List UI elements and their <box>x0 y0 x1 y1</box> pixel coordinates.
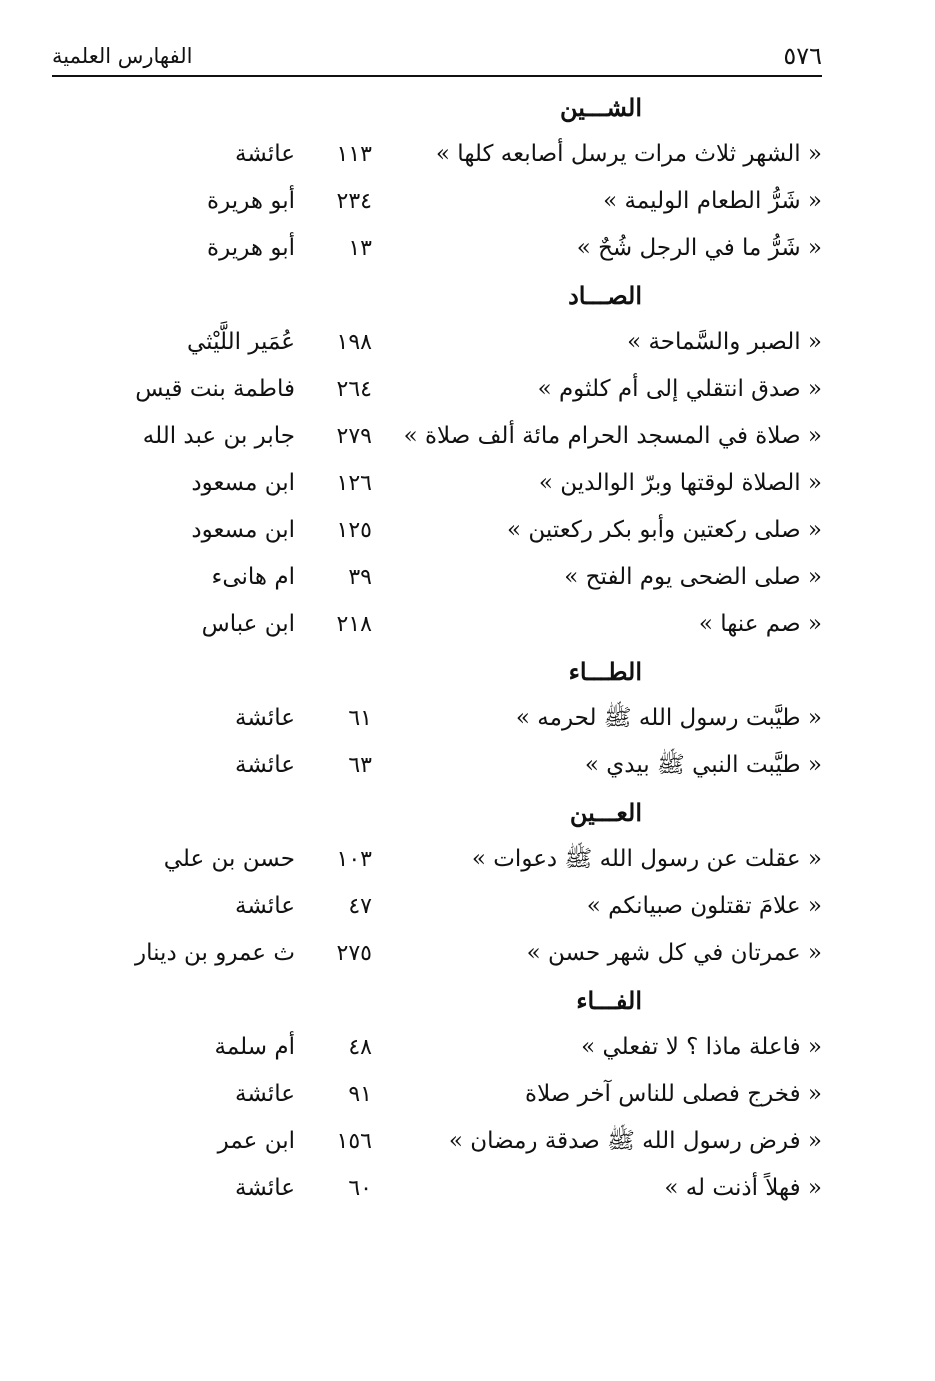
index-entry <box>52 460 822 507</box>
page-ref: ٦٣ <box>348 753 372 778</box>
section-heading-sad: الصـــاد <box>568 281 642 310</box>
hadith-text: « فهلاً أذنت له » <box>664 1175 822 1201</box>
narrator: عائشة <box>235 141 295 167</box>
hadith-text: « صم عنها » <box>698 611 822 637</box>
section-heading-fa: الفـــاء <box>576 986 642 1015</box>
index-entry <box>52 1071 822 1118</box>
index-entry <box>52 883 822 930</box>
index-entry <box>52 601 822 648</box>
index-entry <box>52 695 822 742</box>
hadith-text: « طيَّبت رسول الله ﷺ لحرمه » <box>515 705 822 731</box>
page-ref: ٩١ <box>348 1082 372 1107</box>
page-ref: ٦١ <box>348 706 372 731</box>
hadith-text: « فاعلة ماذا ؟ لا تفعلي » <box>581 1034 822 1060</box>
hadith-text: « عمرتان في كل شهر حسن » <box>526 940 822 966</box>
index-entry <box>52 319 822 366</box>
index-entry <box>52 178 822 225</box>
narrator: جابر بن عبد الله <box>142 423 295 449</box>
hadith-text: « فرض رسول الله ﷺ صدقة رمضان » <box>448 1128 822 1154</box>
narrator: ابن عباس <box>201 611 295 637</box>
narrator: ام هانىء <box>211 564 295 590</box>
index-entry <box>52 225 822 272</box>
narrator: ابن مسعود <box>191 470 295 496</box>
index-entry <box>52 930 822 977</box>
narrator: عُمَير اللَّيْثي <box>186 329 295 355</box>
page-ref: ٢٦٤ <box>336 377 372 402</box>
hadith-text: « علامَ تقتلون صبيانكم » <box>586 893 822 919</box>
narrator: عائشة <box>235 1081 295 1107</box>
page-ref: ١٥٦ <box>336 1129 372 1154</box>
index-entry <box>52 1118 822 1165</box>
index-entry <box>52 413 822 460</box>
page-header <box>52 38 822 76</box>
narrator: أبو هريرة <box>207 188 295 214</box>
narrator: أم سلمة <box>214 1034 295 1060</box>
section-heading-ta: الطـــاء <box>568 657 642 686</box>
hadith-index <box>52 84 822 1212</box>
narrator: حسن بن علي <box>163 846 295 872</box>
running-title: الفهارس العلمية <box>52 44 193 68</box>
hadith-text: « صدق انتقلي إلى أم كلثوم » <box>537 376 822 402</box>
page-ref: ١٩٨ <box>336 330 372 355</box>
narrator: ث عمرو بن دينار <box>134 940 295 966</box>
page-ref: ١٠٣ <box>336 847 372 872</box>
index-entry <box>52 554 822 601</box>
narrator: أبو هريرة <box>207 235 295 261</box>
narrator: ابن مسعود <box>191 517 295 543</box>
section-heading-shin: الشـــين <box>560 93 642 122</box>
index-entry <box>52 366 822 413</box>
page-ref: ٢٣٤ <box>336 189 372 214</box>
index-entry <box>52 507 822 554</box>
index-entry <box>52 836 822 883</box>
hadith-text: « فخرج فصلى للناس آخر صلاة <box>525 1081 822 1107</box>
narrator: عائشة <box>235 893 295 919</box>
index-entry <box>52 742 822 789</box>
page-ref: ٤٨ <box>348 1035 372 1060</box>
page-ref: ٦٠ <box>348 1176 372 1201</box>
hadith-text: « طيَّبت النبي ﷺ بيدي » <box>584 752 822 778</box>
hadith-text: « الشهر ثلاث مرات يرسل أصابعه كلها » <box>435 141 822 167</box>
index-entry <box>52 131 822 178</box>
narrator: ابن عمر <box>217 1128 295 1154</box>
page-ref: ٣٩ <box>348 565 372 590</box>
page-ref: ١١٣ <box>336 142 372 167</box>
hadith-text: « صلى الضحى يوم الفتح » <box>564 564 822 590</box>
hadith-text: « عقلت عن رسول الله ﷺ دعوات » <box>471 846 822 872</box>
page-ref: ١٢٥ <box>336 518 372 543</box>
page-ref: ١٣ <box>348 236 372 261</box>
narrator: عائشة <box>235 705 295 731</box>
narrator: فاطمة بنت قيس <box>135 376 295 402</box>
hadith-text: « الصبر والسَّماحة » <box>627 329 822 355</box>
hadith-text: « شَرُّ الطعام الوليمة » <box>603 188 822 214</box>
page-ref: ٢٧٥ <box>336 941 372 966</box>
hadith-text: « صلى ركعتين وأبو بكر ركعتين » <box>507 517 822 543</box>
page-ref: ١٢٦ <box>336 471 372 496</box>
header-rule <box>52 75 822 77</box>
narrator: عائشة <box>235 752 295 778</box>
page-ref: ٢١٨ <box>336 612 372 637</box>
hadith-text: « شَرُّ ما في الرجل شُحٌ » <box>576 235 822 261</box>
index-entry <box>52 1165 822 1212</box>
page-ref: ٤٧ <box>348 894 372 919</box>
hadith-text: « الصلاة لوقتها وبرّ الوالدين » <box>538 470 822 496</box>
index-entry <box>52 1024 822 1071</box>
section-heading-ayn: العـــين <box>569 798 642 827</box>
hadith-text: « صلاة في المسجد الحرام مائة ألف صلاة » <box>403 423 822 449</box>
narrator: عائشة <box>235 1175 295 1201</box>
page-ref: ٢٧٩ <box>336 424 372 449</box>
page-number: ٥٧٦ <box>783 42 822 70</box>
